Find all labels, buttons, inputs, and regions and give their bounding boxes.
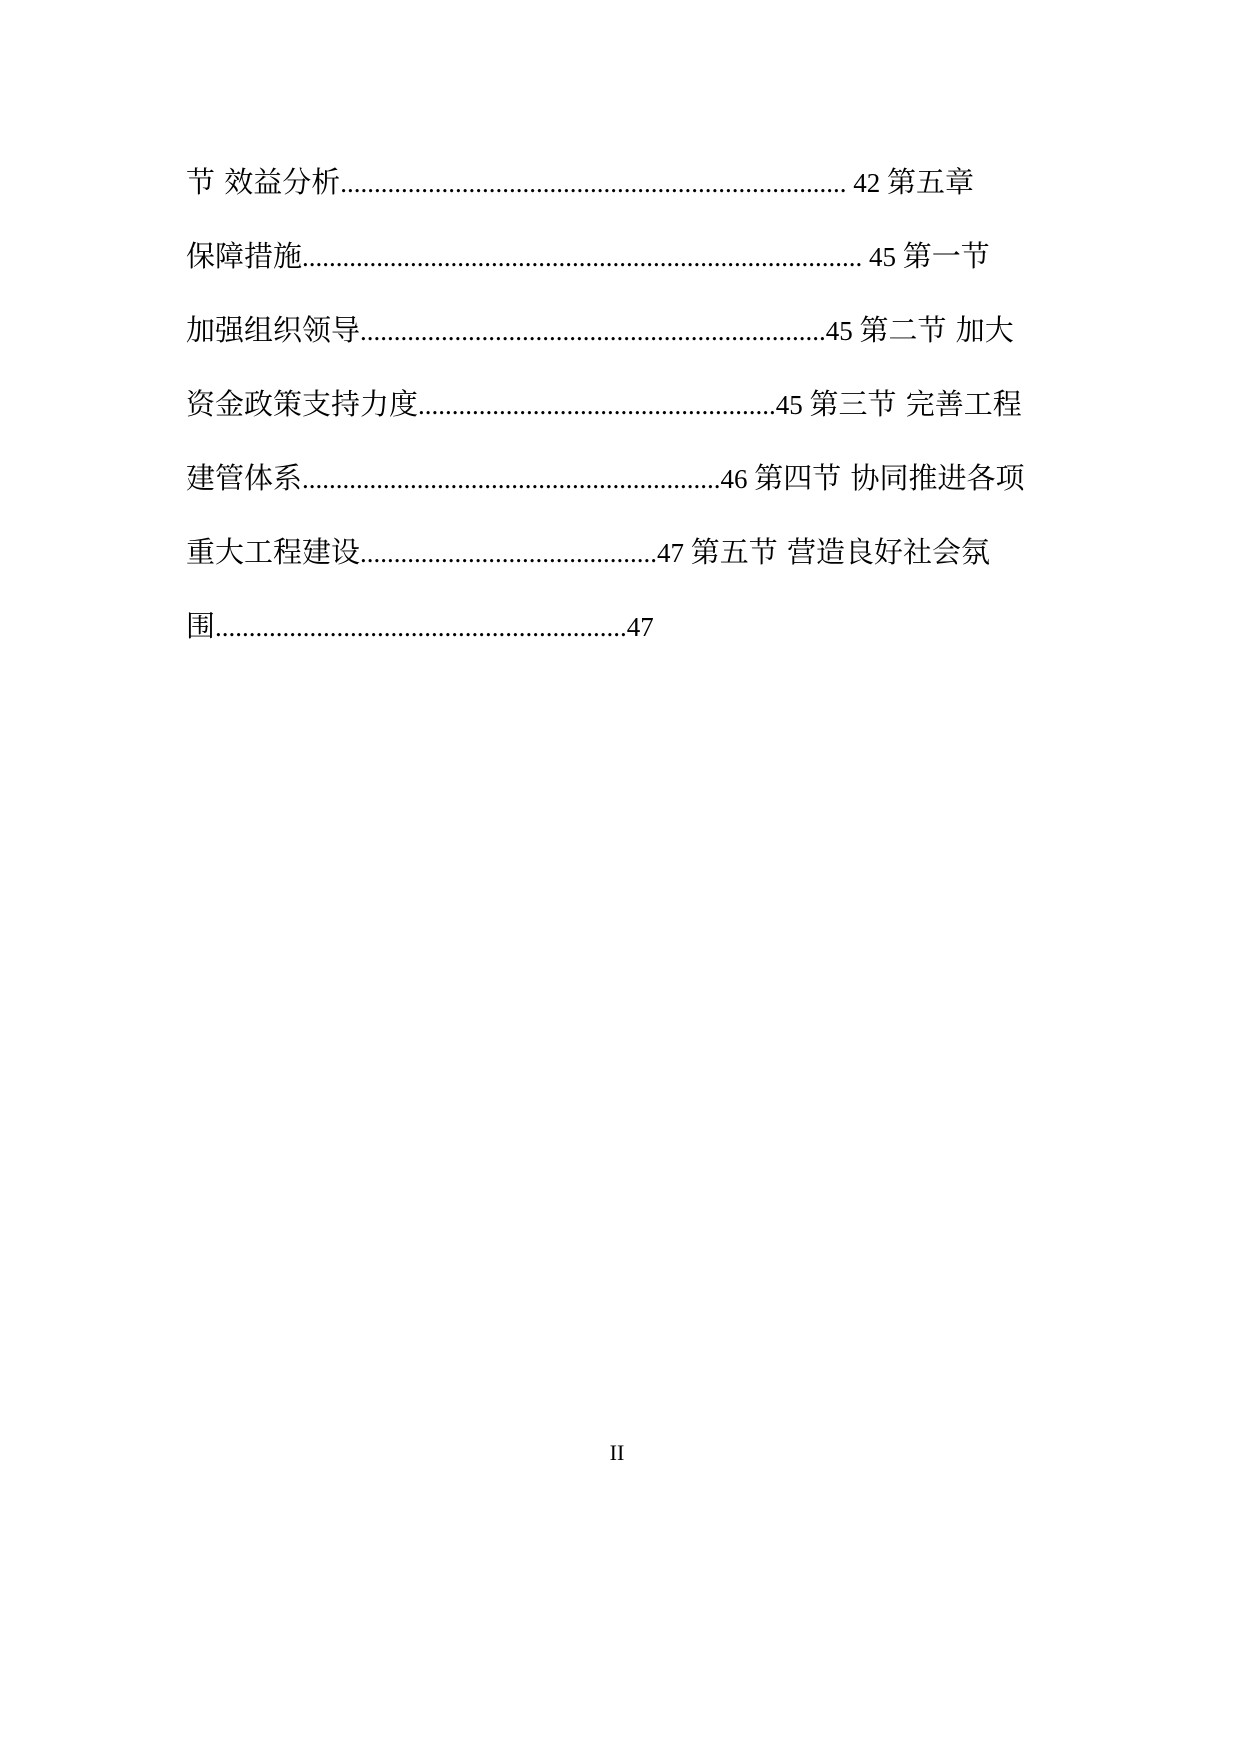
toc-next-entry-title: 第五章 [886, 165, 974, 199]
toc-entry [186, 532, 990, 572]
toc-entry-title: 资金政策支持力度 [186, 387, 419, 421]
toc-next-entry-title: 第二节 加大 [859, 313, 1014, 347]
toc-leader-dots: ..................................................... [418, 390, 776, 420]
toc-page-number: 47 [626, 612, 654, 642]
toc-entry-title: 建管体系 [186, 461, 303, 495]
toc-leader-dots: ................................................................................... [302, 242, 863, 272]
toc-page-number: 47 [657, 538, 691, 568]
toc-entry-title: 围 [186, 609, 216, 643]
toc-leader-dots: ............................................ [360, 538, 658, 568]
toc-page-number: 45 [862, 242, 903, 272]
toc-next-entry-title: 第四节 协同推进各项 [754, 461, 1025, 495]
toc-next-entry-title: 第五节 营造良好社会氛 [690, 535, 990, 569]
toc-leader-dots: ............................................................. [215, 612, 627, 642]
toc-entry-title: 加强组织领导 [186, 313, 361, 347]
toc-entry-title: 保障措施 [186, 239, 303, 273]
toc-page-number: 42 [846, 168, 887, 198]
toc-entry [186, 458, 1024, 498]
toc-leader-dots: ........................................................................... [340, 168, 847, 198]
toc-next-entry-title: 第三节 完善工程 [809, 387, 1022, 421]
toc-leader-dots: .............................................................. [302, 464, 721, 494]
toc-entry [186, 384, 1022, 424]
page-number: II [609, 1440, 625, 1465]
toc-page-number: 45 [775, 390, 810, 420]
toc-entry-title: 节 效益分析 [186, 165, 341, 199]
toc-entry [186, 606, 654, 646]
toc-leader-dots: ..................................................................... [360, 316, 826, 346]
toc-next-entry-title: 第一节 [902, 239, 990, 273]
toc-entry [186, 236, 990, 276]
toc-entry [186, 162, 974, 202]
toc-entry [186, 310, 1014, 350]
toc-entry-title: 重大工程建设 [186, 535, 361, 569]
toc-page-number: 46 [720, 464, 755, 494]
toc-page-number: 45 [825, 316, 860, 346]
